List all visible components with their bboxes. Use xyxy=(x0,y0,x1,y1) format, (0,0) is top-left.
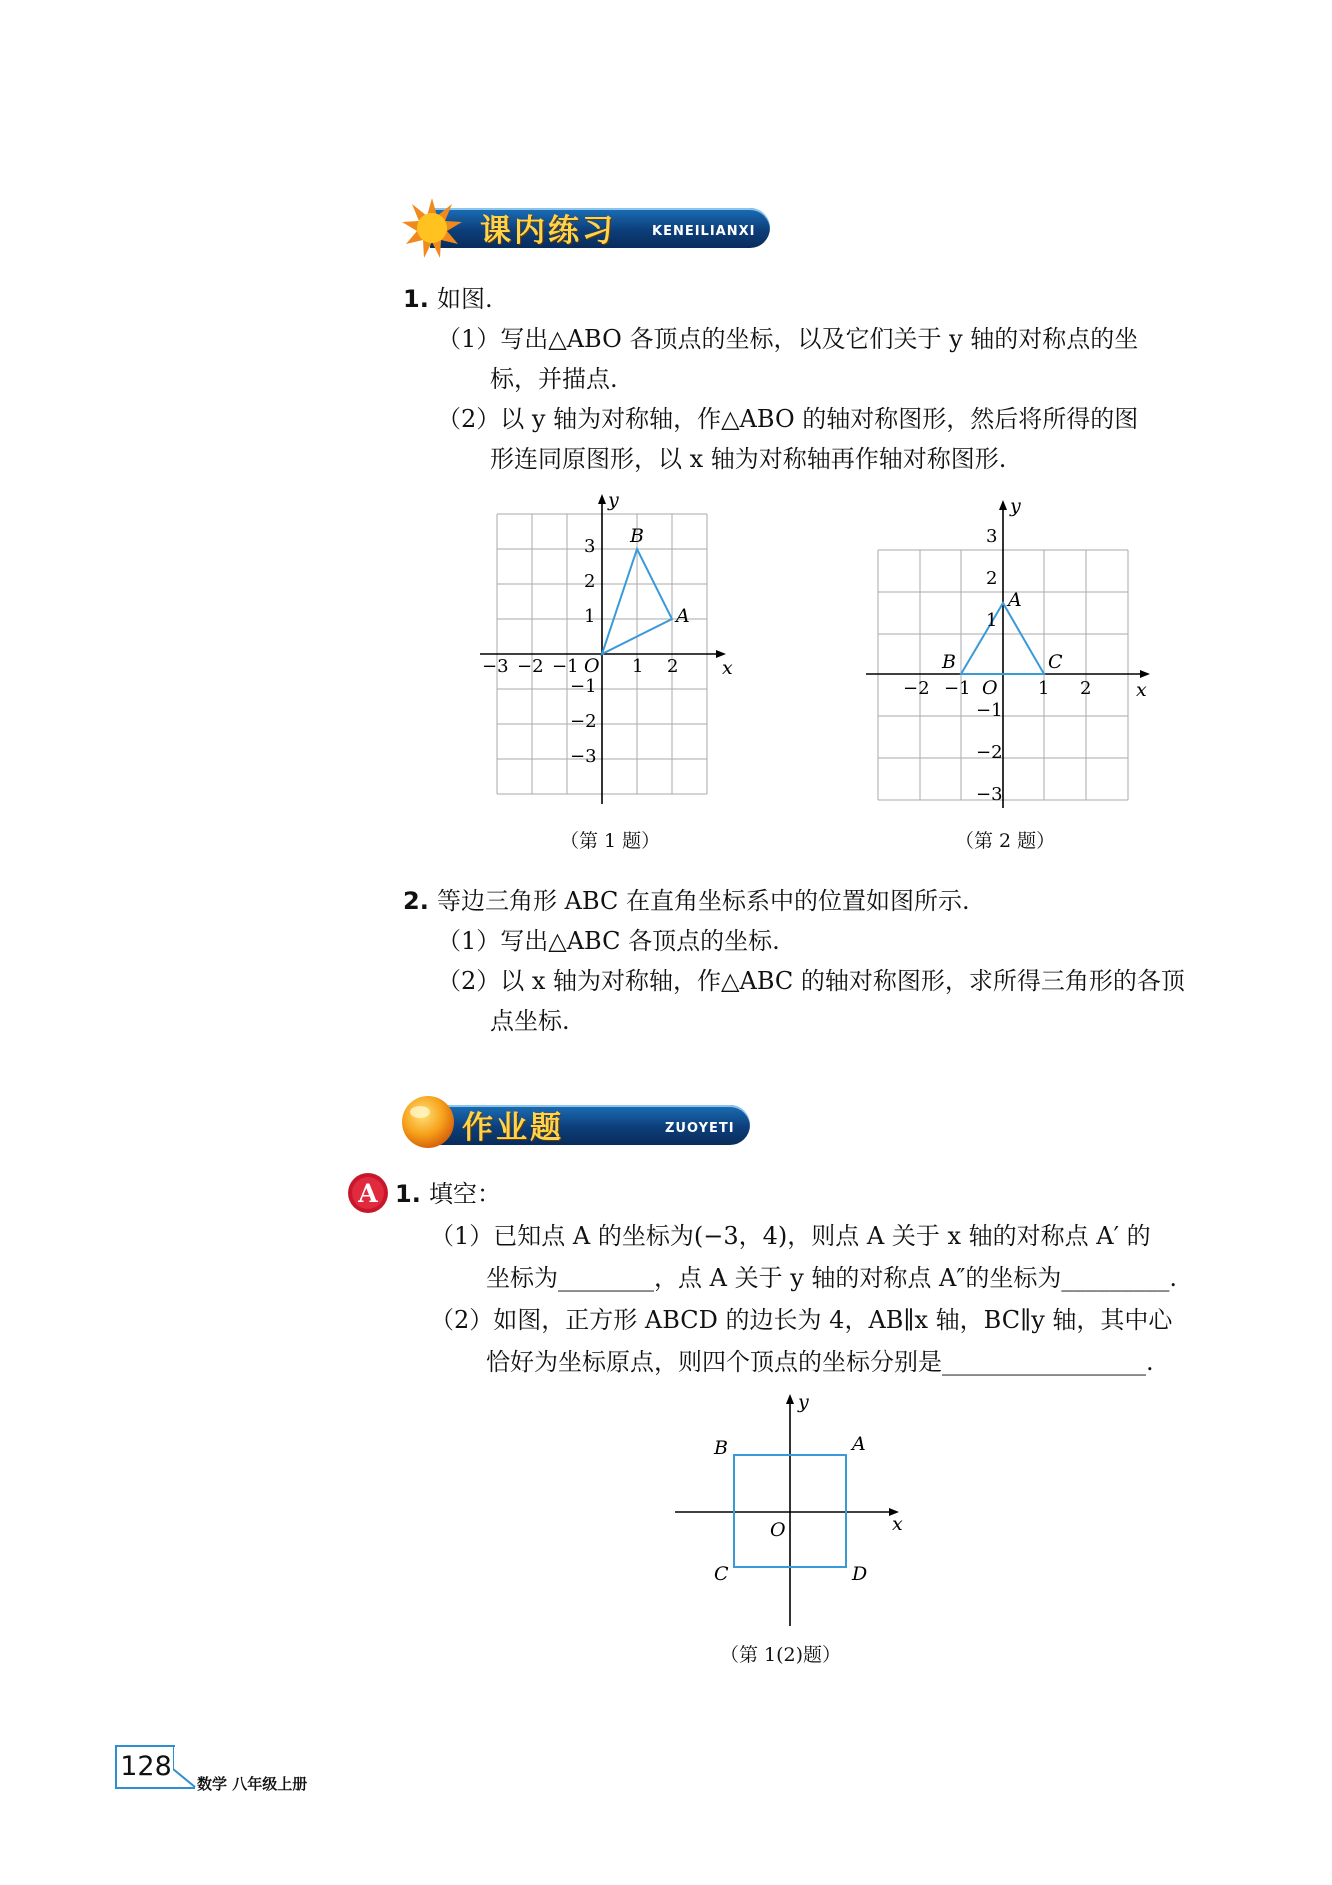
x-axis-label: x xyxy=(1136,679,1147,701)
question-part-2-cont: 形连同原图形，以 x 轴为对称轴再作轴对称图形. xyxy=(490,445,1007,473)
section-title: 作业题 xyxy=(462,1110,564,1146)
question-part-1: （1）已知点 A 的坐标为(−3，4)，则点 A 关于 x 轴的对称点 A′ 的 xyxy=(430,1222,1151,1250)
x-tick: 1 xyxy=(632,656,644,677)
y-tick: 2 xyxy=(584,571,596,592)
y-tick: 3 xyxy=(986,526,998,547)
y-axis-label: y xyxy=(608,490,619,511)
y-tick: 1 xyxy=(584,606,596,627)
point-B-label: B xyxy=(714,1437,728,1459)
question-stem: 如图. xyxy=(437,285,493,313)
x-tick: −1 xyxy=(944,678,971,699)
figure-1-caption: （第 1 题） xyxy=(560,830,661,852)
question-number: 1. xyxy=(395,1180,421,1208)
question-part-2: （2）以 y 轴为对称轴，作△ABO 的轴对称图形，然后将所得的图 xyxy=(437,405,1139,433)
level-a-badge xyxy=(347,1172,389,1214)
x-tick: −3 xyxy=(482,656,509,677)
point-A-label: A xyxy=(1008,589,1022,611)
y-tick: −2 xyxy=(976,742,1003,763)
axes xyxy=(866,500,1150,808)
question-number: 2. xyxy=(403,887,429,915)
x-tick: 2 xyxy=(667,656,679,677)
point-B-label: B xyxy=(942,651,956,673)
y-tick: 1 xyxy=(986,610,998,631)
figure-3-caption: （第 1(2)题） xyxy=(720,1644,842,1666)
badge-letter: A xyxy=(358,1179,378,1208)
figure-2-caption: （第 2 题） xyxy=(955,830,1056,852)
x-tick: 1 xyxy=(1038,678,1050,699)
question-stem: 填空： xyxy=(429,1180,501,1208)
question-part-1-cont: 坐标为________，点 A 关于 y 轴的对称点 A″的坐标为_________. xyxy=(486,1264,1177,1292)
section-subtitle: KENEILIANXI xyxy=(652,224,756,239)
origin-label: O xyxy=(770,1519,786,1541)
figure-2-graph xyxy=(858,494,1158,814)
y-tick: −3 xyxy=(570,746,597,767)
question-number: 1. xyxy=(403,285,429,313)
figure-1-graph xyxy=(470,490,770,820)
x-tick-labels xyxy=(482,656,678,677)
question-part-2: （2）以 x 轴为对称轴，作△ABC 的轴对称图形，求所得三角形的各顶 xyxy=(437,967,1185,995)
x-axis-label: x xyxy=(722,657,733,679)
point-A-label: A xyxy=(676,605,690,627)
y-tick: −3 xyxy=(976,784,1003,805)
point-C-label: C xyxy=(1048,651,1063,673)
y-tick: 2 xyxy=(986,568,998,589)
x-tick: 2 xyxy=(1080,678,1092,699)
y-tick: −1 xyxy=(976,700,1003,721)
origin-label: O xyxy=(982,677,998,699)
figure-3-graph xyxy=(670,1388,920,1638)
section-subtitle: ZUOYETI xyxy=(665,1121,735,1136)
question-part-2-cont: 恰好为坐标原点，则四个顶点的坐标分别是_________________. xyxy=(486,1348,1154,1376)
question-part-1: （1）写出△ABC 各顶点的坐标. xyxy=(437,927,780,955)
y-tick-labels xyxy=(976,526,1003,805)
y-tick-labels xyxy=(570,536,597,767)
y-tick: −2 xyxy=(570,711,597,732)
point-D-label: D xyxy=(852,1563,868,1585)
y-tick: −1 xyxy=(570,676,597,697)
orb-icon xyxy=(398,1092,458,1152)
y-tick: 3 xyxy=(584,536,596,557)
page-tab-arrow xyxy=(173,1745,199,1789)
origin-label: O xyxy=(584,655,600,677)
section-title: 课内练习 xyxy=(480,213,616,249)
point-C-label: C xyxy=(714,1563,729,1585)
question-stem: 等边三角形 ABC 在直角坐标系中的位置如图所示. xyxy=(437,887,970,915)
question-part-1-cont: 标，并描点. xyxy=(490,365,618,393)
question-part-2: （2）如图，正方形 ABCD 的边长为 4，AB∥x 轴，BC∥y 轴，其中心 xyxy=(430,1306,1173,1334)
sun-icon xyxy=(400,196,464,260)
book-name: 数学 八年级上册 xyxy=(197,1775,308,1793)
y-axis-label: y xyxy=(1010,495,1021,517)
x-tick: −1 xyxy=(552,656,579,677)
y-axis-label: y xyxy=(798,1391,809,1413)
point-B-label: B xyxy=(630,525,644,547)
axes xyxy=(675,1394,899,1626)
point-A-label: A xyxy=(852,1433,866,1455)
x-tick: −2 xyxy=(903,678,930,699)
page-number: 128 xyxy=(115,1745,175,1789)
x-tick: −2 xyxy=(517,656,544,677)
question-part-2-cont: 点坐标. xyxy=(490,1007,570,1035)
x-axis-label: x xyxy=(892,1513,903,1535)
question-part-1: （1）写出△ABO 各顶点的坐标，以及它们关于 y 轴的对称点的坐 xyxy=(437,325,1139,353)
